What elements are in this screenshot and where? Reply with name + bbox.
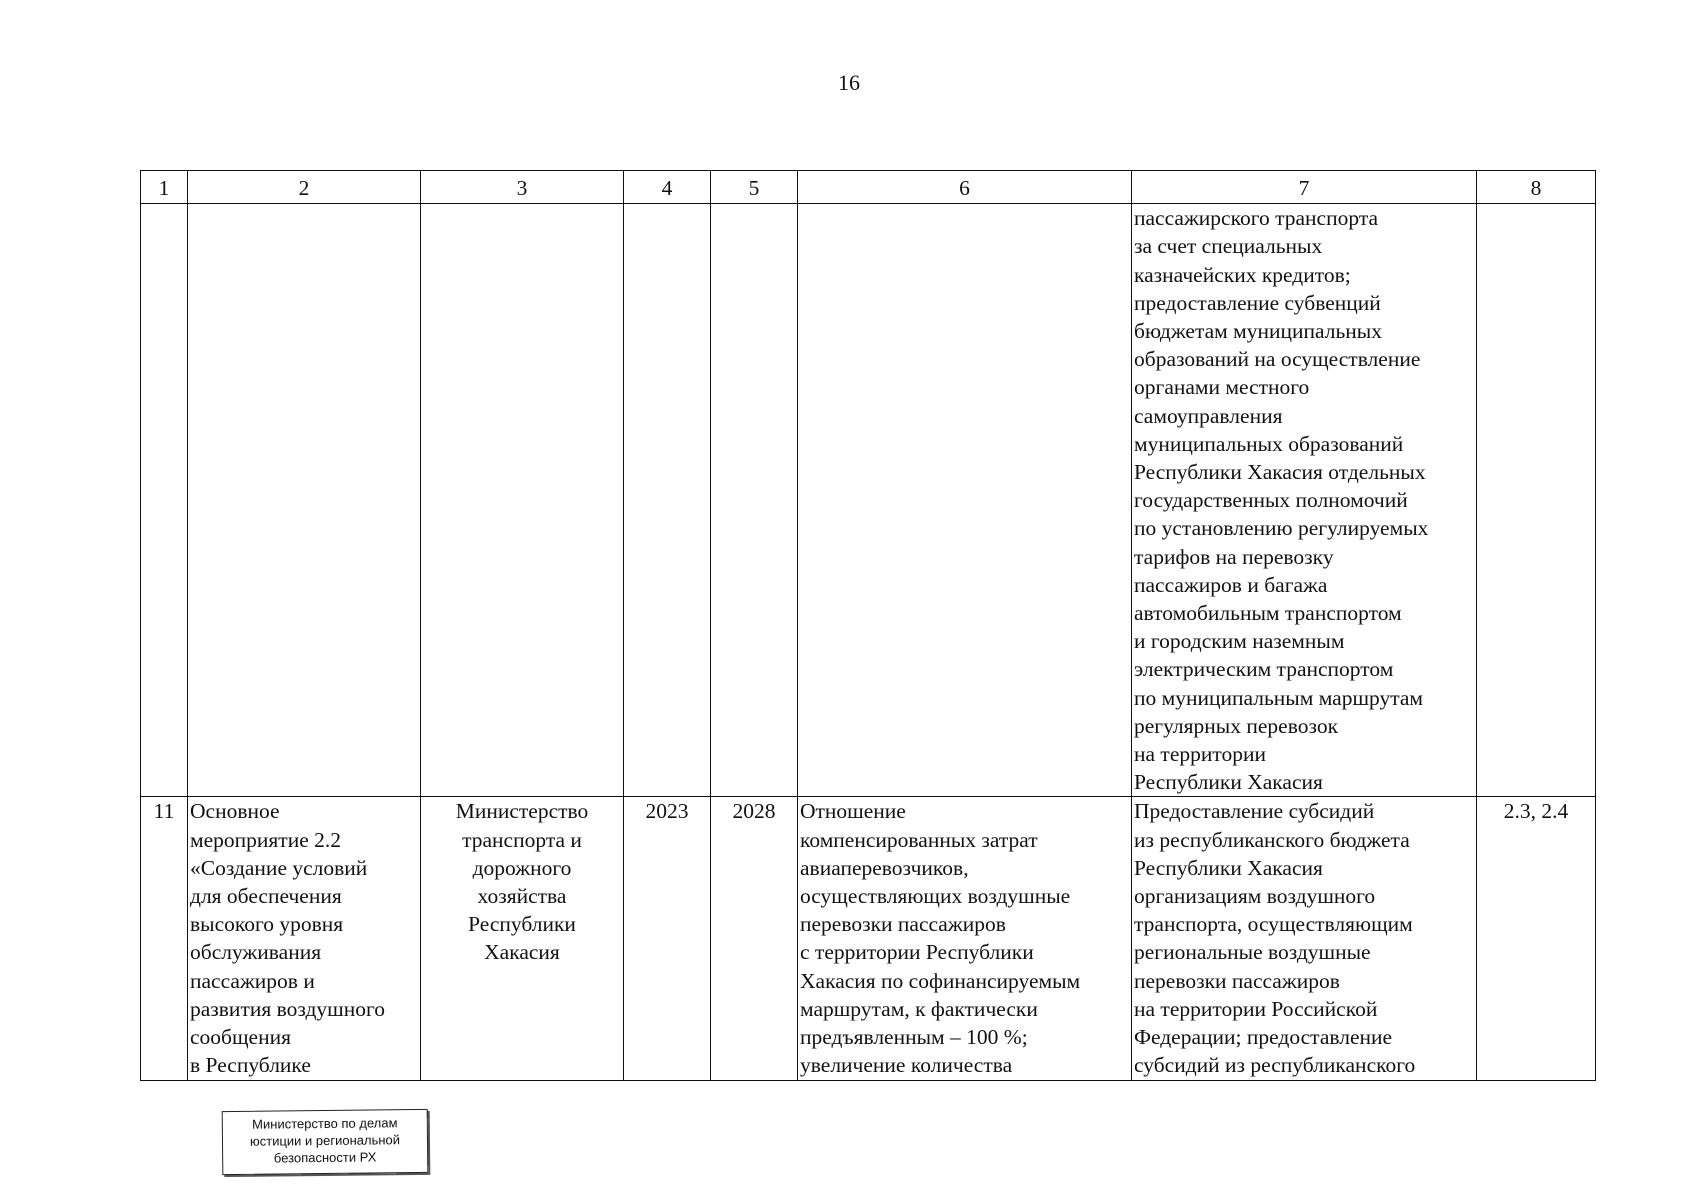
stamp-line-2: юстиции и региональной (249, 1132, 401, 1149)
header-col-7: 7 (1132, 171, 1477, 204)
cell-mechanism: Предоставление субсидий из республиканского бюджета Республики Хакасия организациям воздушного транспорта, осуществляющим региональные воздушные перевозки пассажиров на территории Российской Федерации; предоставление субсидий из республиканского (1132, 797, 1477, 1080)
cell-empty (421, 204, 624, 797)
program-table (140, 170, 1596, 1081)
cell-start-year: 2023 (624, 797, 711, 1080)
cell-activity-name: Основное мероприятие 2.2 «Создание условий для обеспечения высокого уровня обслуживания пассажиров и развития воздушного сообщения в Республике (188, 797, 421, 1080)
cell-empty (1477, 204, 1596, 797)
cell-indicators: 2.3, 2.4 (1477, 797, 1596, 1080)
cell-end-year: 2028 (711, 797, 798, 1080)
table-row-11 (141, 797, 1596, 1080)
table-row-continuation (141, 204, 1596, 797)
cell-empty (711, 204, 798, 797)
header-col-6: 6 (798, 171, 1132, 204)
header-col-5: 5 (711, 171, 798, 204)
header-col-8: 8 (1477, 171, 1596, 204)
header-col-3: 3 (421, 171, 624, 204)
stamp-line-3: безопасности РХ (273, 1149, 377, 1166)
header-col-1: 1 (141, 171, 188, 204)
cell-mechanism-continuation: пассажирского транспорта за счет специальных казначейских кредитов; предоставление субвенций бюджетам муниципальных образований на осуществление органами местного самоуправления муниципальных образований Республики Хакасия отдельных государственных полномочий по установлению регулируемых тарифов на перевозку пассажиров и багажа автомобильным транспортом и городским наземным электрическим транспортом по муниципальным маршрутам регулярных перевозок на территории Республики Хакасия (1132, 204, 1477, 797)
cell-empty (798, 204, 1132, 797)
cell-expected-result: Отношение компенсированных затрат авиаперевозчиков, осуществляющих воздушные перевозки пассажиров с территории Республики Хакасия по софинансируемым маршрутам, к фактически предъявленным – 100 %; увеличение количества (798, 797, 1132, 1080)
cell-empty (624, 204, 711, 797)
registration-stamp (222, 1109, 429, 1175)
header-col-2: 2 (188, 171, 421, 204)
page-number: 16 (838, 70, 860, 95)
header-row (141, 171, 1596, 204)
cell-empty (188, 204, 421, 797)
cell-empty (141, 204, 188, 797)
cell-responsible: Министерство транспорта и дорожного хозяйства Республики Хакасия (421, 797, 624, 1080)
header-col-4: 4 (624, 171, 711, 204)
cell-row-number: 11 (141, 797, 188, 1080)
stamp-line-1: Министерство по делам (252, 1115, 398, 1132)
